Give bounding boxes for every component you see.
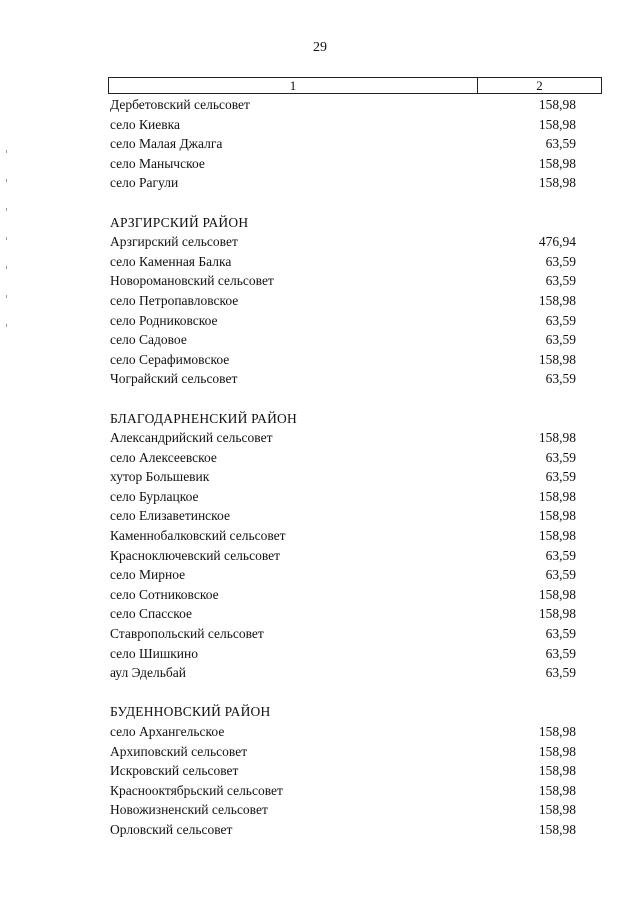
table-row: [110, 173, 576, 193]
amount-value: 158,98: [538, 528, 576, 544]
table-row: [110, 232, 576, 252]
amount-value: 63,59: [545, 626, 576, 642]
settlement-name: Александрийский сельсовет: [110, 430, 273, 446]
table-row: [110, 291, 576, 311]
settlement-name: село Шишкино: [110, 645, 199, 661]
column-header-1: 1: [109, 78, 478, 93]
amount-value: 63,59: [545, 371, 576, 387]
table-row: [110, 95, 576, 115]
amount-value: 63,59: [545, 136, 576, 152]
settlement-name: село Елизаветинское: [110, 508, 230, 524]
settlement-name: село Рагули: [110, 175, 179, 191]
amount-value: 63,59: [545, 273, 576, 289]
settlement-name: село Садовое: [110, 332, 187, 348]
table-row: [110, 781, 576, 801]
amount-value: 158,98: [538, 430, 576, 446]
amount-value: 158,98: [538, 802, 576, 818]
table-row: [110, 761, 576, 781]
table-row: [110, 506, 576, 526]
table-row: [110, 820, 576, 840]
table-row: [110, 742, 576, 762]
amount-value: 158,98: [538, 175, 576, 191]
settlement-name: Ставропольский сельсовет: [110, 626, 264, 642]
settlement-name: село Манычское: [110, 155, 205, 171]
district-heading: БЛАГОДАРНЕНСКИЙ РАЙОН: [110, 410, 297, 426]
amount-value: 158,98: [538, 508, 576, 524]
amount-value: 63,59: [545, 253, 576, 269]
table-row: [110, 722, 576, 742]
table-row: [110, 663, 576, 683]
settlement-name: Краснооктябрьский сельсовет: [110, 782, 283, 798]
district-heading: БУДЕННОВСКИЙ РАЙОН: [110, 704, 271, 720]
amount-value: 158,98: [538, 155, 576, 171]
settlement-name: село Каменная Балка: [110, 253, 232, 269]
amount-value: 63,59: [545, 332, 576, 348]
table-row: [110, 115, 576, 135]
settlement-name: село Архангельское: [110, 724, 225, 739]
amount-value: 158,98: [538, 606, 576, 622]
page-number: 29: [313, 40, 327, 55]
amount-value: 158,98: [538, 97, 576, 112]
settlement-name: село Киевка: [110, 116, 180, 132]
table-row: [110, 271, 576, 291]
amount-value: 63,59: [545, 469, 576, 485]
amount-value: 158,98: [538, 116, 576, 132]
settlement-name: Дербетовский сельсовет: [110, 97, 250, 112]
settlement-name: Чограйский сельсовет: [110, 371, 238, 387]
district-heading: АРЗГИРСКИЙ РАЙОН: [110, 214, 249, 230]
table-row: [110, 565, 576, 585]
amount-value: 63,59: [545, 312, 576, 328]
settlement-name: Арзгирский сельсовет: [110, 234, 238, 250]
table-row: [110, 252, 576, 272]
amount-value: 158,98: [538, 488, 576, 504]
table-row: [110, 546, 576, 566]
table-row: [110, 585, 576, 605]
table-row: [110, 526, 576, 546]
table-row: [110, 350, 576, 370]
table-row: [110, 311, 576, 331]
amount-value: 158,98: [538, 763, 576, 779]
table-row: [110, 644, 576, 664]
table-row: [110, 604, 576, 624]
amount-value: 158,98: [538, 351, 576, 367]
settlement-name: аул Эдельбай: [110, 665, 186, 681]
table-row: [110, 428, 576, 448]
scan-edge-marks: [6, 150, 8, 370]
table-row: [110, 448, 576, 468]
amount-value: 158,98: [538, 292, 576, 308]
settlement-name: Каменнобалковский сельсовет: [110, 528, 286, 544]
settlement-name: Архиповский сельсовет: [110, 743, 248, 759]
amount-value: 158,98: [538, 821, 576, 837]
amount-value: 63,59: [545, 567, 576, 583]
table-row: [110, 624, 576, 644]
table-row: [110, 487, 576, 507]
table-row: [110, 134, 576, 154]
settlement-name: село Спасское: [110, 606, 192, 622]
settlement-name: Новоромановский сельсовет: [110, 273, 274, 289]
settlement-name: Искровский сельсовет: [110, 763, 239, 779]
amount-value: 63,59: [545, 665, 576, 681]
table-body: [110, 95, 576, 840]
table-row: [110, 154, 576, 174]
amount-value: 476,94: [538, 234, 576, 250]
settlement-name: село Серафимовское: [110, 351, 230, 367]
table-header: [108, 77, 602, 94]
amount-value: 158,98: [538, 586, 576, 602]
settlement-name: село Сотниковское: [110, 586, 219, 602]
amount-value: 63,59: [545, 449, 576, 465]
settlement-name: село Петропавловское: [110, 292, 239, 308]
settlement-name: село Малая Джалга: [110, 136, 223, 152]
settlement-name: Новожизненский сельсовет: [110, 802, 268, 818]
table-row: [110, 369, 576, 389]
settlement-name: Красноключевский сельсовет: [110, 547, 281, 563]
settlement-name: село Алексеевское: [110, 449, 217, 465]
settlement-name: село Бурлацкое: [110, 488, 199, 504]
table-row: [110, 330, 576, 350]
amount-value: 63,59: [545, 645, 576, 661]
settlement-name: Орловский сельсовет: [110, 821, 233, 837]
settlement-name: село Мирное: [110, 567, 186, 583]
amount-value: 63,59: [545, 547, 576, 563]
settlement-name: село Родниковское: [110, 312, 218, 328]
table-row: [110, 800, 576, 820]
column-header-2: 2: [536, 78, 543, 93]
amount-value: 158,98: [538, 743, 576, 759]
amount-value: 158,98: [538, 782, 576, 798]
settlement-name: хутор Большевик: [110, 469, 210, 485]
amount-value: 158,98: [538, 724, 576, 739]
table-row: [110, 467, 576, 487]
